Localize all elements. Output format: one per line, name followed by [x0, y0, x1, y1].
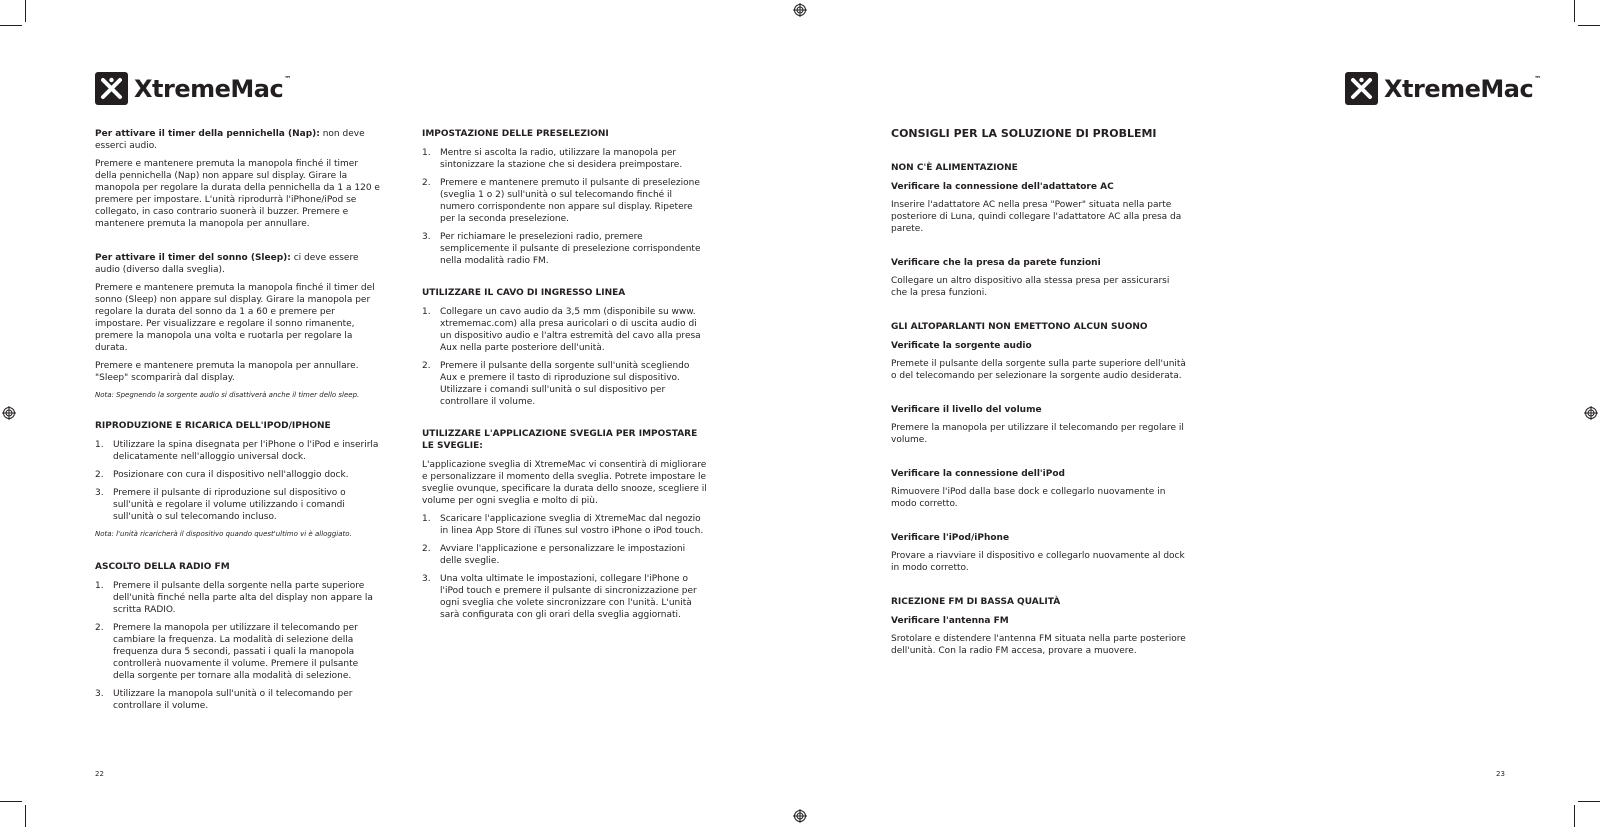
crop-mark: [0, 25, 22, 26]
list-item: 3. Una volta ultimate le impostazioni, collegare l'iPhone o l'iPod touch e premere il pulsante di sincronizzazione per ogni sveglia che volete sincronizzare con l'unità. L'unità sarà configurata con gli orari della sveglia aggiornati.: [422, 574, 697, 620]
section-title: NON C'È ALIMENTAZIONE: [891, 163, 1018, 173]
paragraph: Premete il pulsante della sorgente sulla parte superiore dell'unità o del telecomando per selezionare la sorgente audio desiderata.: [891, 359, 1186, 381]
xtrememac-logo-icon: [1345, 72, 1378, 105]
list-item: 1. Scaricare l'applicazione sveglia di XtremeMac dal negozio in linea App Store di iTunes sul vostro iPhone o iPod touch.: [422, 514, 704, 536]
nap-paragraph: Per attivare il timer della pennichella (Nap): non deve esserci audio.: [95, 129, 365, 151]
line-steps: [422, 306, 709, 408]
section-title: UTILIZZARE L'APPLICAZIONE SVEGLIA PER IMPOSTARE LE SVEGLIE:: [422, 429, 698, 451]
brand-wordmark: XtremeMac™: [134, 74, 291, 103]
list-item: 3. Per richiamare le preselezioni radio, premere semplicemente il pulsante di preselezione corrispondente nella modalità radio FM.: [422, 232, 701, 266]
crop-mark: [25, 805, 26, 827]
brand-wordmark: XtremeMac™: [1384, 74, 1541, 103]
page-title: CONSIGLI PER LA SOLUZIONE DI PROBLEMI: [891, 127, 1157, 140]
list-item: 2. Posizionare con cura il dispositivo nell'alloggio dock.: [95, 470, 349, 480]
section-title: ASCOLTO DELLA RADIO FM: [95, 562, 230, 572]
ipod-steps: [95, 439, 380, 523]
app-steps: [422, 513, 709, 621]
sleep-body: Premere e mantenere premuta la manopola per annullare. "Sleep" scomparirà dal display.: [95, 361, 359, 383]
crop-mark: [1578, 25, 1600, 26]
registration-mark-icon: [793, 3, 807, 17]
list-item: 1. Collegare un cavo audio da 3,5 mm (disponibile su www. xtrememac.com) alla presa auricolari o di uscita audio di un dispositivo audio e l'altra estremità del cavo alla presa Aux nella parte posteriore dell'unità.: [422, 307, 701, 353]
subheading: Verificare il livello del volume: [891, 405, 1042, 415]
paragraph: Collegare un altro dispositivo alla stessa presa per assicurarsi che la presa funzioni.: [891, 276, 1170, 298]
paragraph: Rimuovere l'iPod dalla base dock e collegarlo nuovamente in modo corretto.: [891, 487, 1166, 509]
column-left: [95, 128, 380, 718]
ipod-note: Nota: l'unità ricaricherà il dispositivo quando quest'ultimo vi è alloggiato.: [95, 530, 352, 538]
section-title: GLI ALTOPARLANTI NON EMETTONO ALCUN SUONO: [891, 322, 1148, 332]
crop-mark: [0, 801, 22, 802]
crop-mark: [25, 0, 26, 22]
app-body: L'applicazione sveglia di XtremeMac vi consentirà di migliorare e personalizzare il momento della sveglia. Potrete impostare le sveglie ovunque, specificare la durata dello snooze, scegliere il volume per ogni sveglia e molto di più.: [422, 460, 707, 506]
paragraph: Inserire l'adattatore AC nella presa "Power" situata nella parte posteriore di Luna, quindi collegare l'adattatore AC alla presa da parete.: [891, 200, 1182, 234]
subheading: Verificare la connessione dell'adattatore AC: [891, 182, 1114, 192]
subheading: Verificare la connessione dell'iPod: [891, 469, 1065, 479]
list-item: 1. Utilizzare la spina disegnata per l'iPhone o l'iPod e inserirla delicatamente nell'alloggio universal dock.: [95, 440, 379, 462]
section-title: IMPOSTAZIONE DELLE PRESELEZIONI: [422, 129, 609, 139]
brand-logo-left: [95, 72, 291, 105]
subheading: Verificare l'iPod/iPhone: [891, 533, 1010, 543]
column-middle: [422, 128, 709, 627]
list-item: 3. Premere il pulsante di riproduzione sul dispositivo o sull'unità e regolare il volume utilizzando i comandi sull'unità o sul telecomando incluso.: [95, 488, 346, 522]
section-title: RIPRODUZIONE E RICARICA DELL'IPOD/IPHONE: [95, 421, 331, 431]
sleep-note: Nota: Spegnendo la sorgente audio si disattiverà anche il timer dello sleep.: [95, 391, 360, 399]
sleep-body: Premere e mantenere premuta la manopola finché il timer del sonno (Sleep) non appare sul display. Girare la manopola per regolare la durata del sonno da 1 a 60 e premere per impostare. Per visualizzare e regolare il sonno rimanente, premere la manopola una volta e ruotarla per regolare la durata.: [95, 283, 375, 353]
subheading: Verificate la sorgente audio: [891, 341, 1032, 351]
crop-mark: [1578, 801, 1600, 802]
registration-mark-icon: [2, 406, 16, 420]
list-item: 3. Utilizzare la manopola sull'unità o il telecomando per controllare il volume.: [95, 689, 353, 711]
xtrememac-logo-icon: [95, 72, 128, 105]
paragraph: Srotolare e distendere l'antenna FM situata nella parte posteriore dell'unità. Con la radio FM accesa, provare a muovere.: [891, 634, 1186, 656]
paragraph: Provare a riavviare il dispositivo e collegarlo nuovamente al dock in modo corretto.: [891, 551, 1185, 573]
section-title: UTILIZZARE IL CAVO DI INGRESSO LINEA: [422, 288, 626, 298]
nap-body: Premere e mantenere premuta la manopola finché il timer della pennichella (Nap) non appare sul display. Girare la manopola per regolare la durata della pennichella da 1 a 120 e premere per impostare. L'unità riprodurrà l'iPhone/iPod se collegato, in caso contrario suonerà il buzzer. Premere e mantenere premuta la manopola per annullare.: [95, 159, 380, 229]
subheading: Verificare l'antenna FM: [891, 616, 1009, 626]
paragraph: Premere la manopola per utilizzare il telecomando per regolare il volume.: [891, 423, 1184, 445]
crop-mark: [1574, 0, 1575, 22]
list-item: 2. Premere e mantenere premuto il pulsante di preselezione (sveglia 1 o 2) sull'unità o sul telecomando finché il numero corrispondente non appare sul display. Ripetere per la seconda preselezione.: [422, 178, 700, 224]
crop-mark: [1574, 805, 1575, 827]
subheading: Verificare che la presa da parete funzioni: [891, 258, 1101, 268]
column-right: [891, 128, 1187, 663]
list-item: 2. Avviare l'applicazione e personalizzare le impostazioni delle sveglie.: [422, 544, 686, 566]
list-item: 1. Mentre si ascolta la radio, utilizzare la manopola per sintonizzare la stazione che si desidera preimpostare.: [422, 148, 683, 170]
page-number-left: 22: [95, 770, 104, 778]
registration-mark-icon: [1584, 406, 1598, 420]
fm-steps: [95, 580, 380, 712]
sleep-paragraph: Per attivare il timer del sonno (Sleep): ci deve essere audio (diverso dalla sveglia).: [95, 253, 359, 275]
section-title: RICEZIONE FM DI BASSA QUALITÀ: [891, 597, 1061, 607]
page-number-right: 23: [1496, 770, 1505, 778]
brand-logo-right: [1345, 72, 1541, 105]
list-item: 2. Premere il pulsante della sorgente sull'unità scegliendo Aux e premere il tasto di riproduzione sul dispositivo. Utilizzare i comandi sull'unità o sul dispositivo per controllare il volume.: [422, 361, 690, 407]
registration-mark-icon: [793, 809, 807, 823]
list-item: 2. Premere la manopola per utilizzare il telecomando per cambiare la frequenza. La modalità di selezione della frequenza dura 5 secondi, passati i quali la manopola controllerà nuovamente il volume. Premere il pulsante della sorgente per tornare alla modalità di selezione.: [95, 623, 359, 681]
preset-steps: [422, 147, 709, 267]
list-item: 1. Premere il pulsante della sorgente nella parte superiore dell'unità finché nella parte alta del display non appare la scritta RADIO.: [95, 581, 373, 615]
